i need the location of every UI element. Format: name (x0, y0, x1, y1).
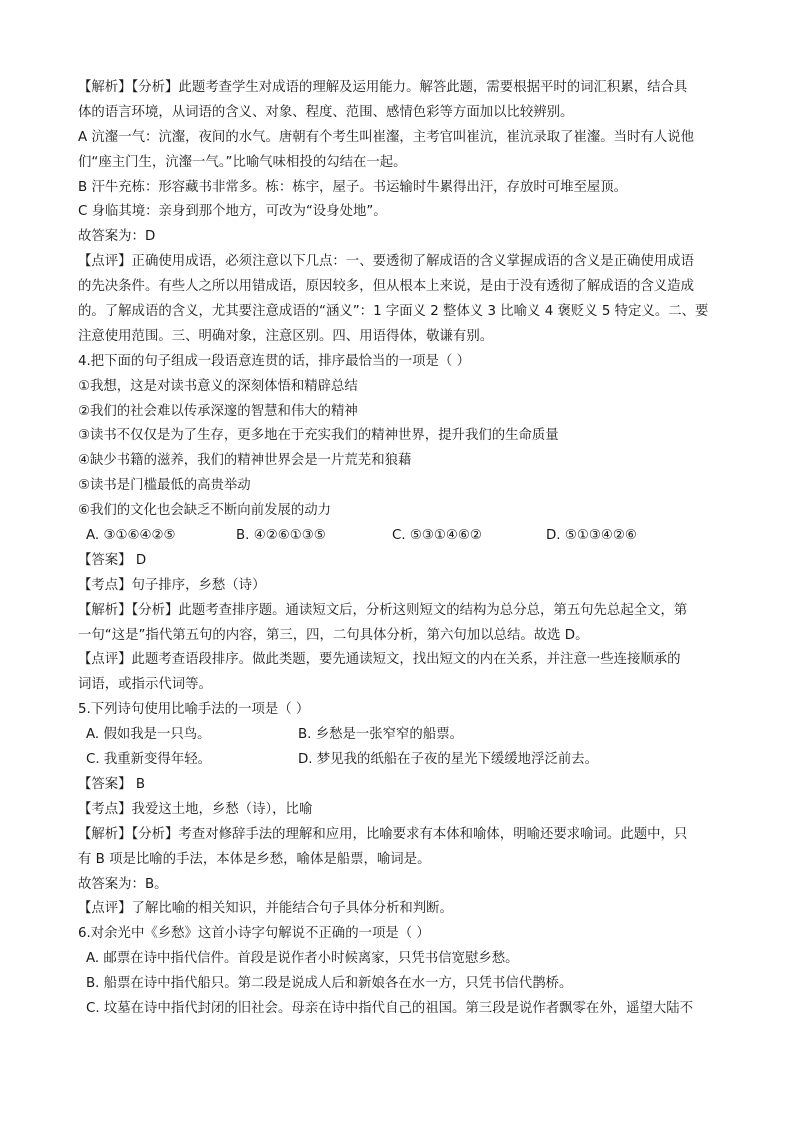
q4-comment-1: 【点评】此题考查语段排序。做此类题，要先通读短文，找出短文的内在关系，并注意一些连接顺承的 (78, 652, 681, 668)
q5-option-a: A. 假如我是一只鸟。 (86, 727, 211, 743)
q5-analysis-2: 有 B 项是比喻的手法，本体是乡愁，喻体是船票，喻词是。 (78, 851, 431, 867)
q4-comment-2: 词语，或指示代词等。 (78, 677, 212, 693)
q5-option-c: C. 我重新变得年轻。 (86, 752, 211, 768)
q5-stem: 5.下列诗句使用比喻手法的一项是（ ） (78, 702, 310, 718)
q5-options-row-2 (78, 748, 720, 773)
q3-comment-4: 注意使用范围。三、明确对象，注意区别。四、用语得体，敬谦有别。 (78, 328, 494, 344)
q4-topic: 【考点】句子排序，乡愁（诗） (78, 577, 266, 593)
q4-sentence-4: ④缺少书籍的滋养，我们的精神世界会是一片荒芜和狼藉 (78, 453, 412, 469)
q5-option-b: B. 乡愁是一张窄窄的船票。 (298, 727, 463, 743)
q3-comment-3: 的。了解成语的含义，尤其要注意成语的“涵义”：1 字面义 2 整体义 3 比喻义 4 褒贬义 5 特定义。二、要 (78, 304, 709, 320)
q5-answer: 【答案】 B (78, 776, 146, 792)
q4-analysis-1: 【解析】【分析】此题考查排序题。通读短文后，分析这则短文的结构为总分总，第五句先总起全文，第 (78, 602, 688, 618)
q3-explain-c: C 身临其境：亲身到那个地方，可改为“设身处地”。 (78, 204, 387, 220)
q5-comment: 【点评】了解比喻的相关知识，并能结合句子具体分析和判断。 (78, 901, 453, 917)
q6-option-b: B. 船票在诗中指代船只。第二段是说成人后和新娘各在水一方，只凭书信代鹊桥。 (86, 976, 573, 992)
q3-explain-a-2: 们“座主门生，沆瀣一气。”比喻气味相投的勾结在一起。 (78, 154, 407, 170)
q3-explain-a-1: A 沆瀣一气：沆瀣，夜间的水气。唐朝有个考生叫崔瀣，主考官叫崔沆，崔沆录取了崔瀣。当时有人说他 (78, 129, 694, 145)
q4-stem: 4.把下面的句子组成一段语意连贯的话，排序最恰当的一项是（ ） (78, 353, 470, 369)
q4-option-b: B. ④②⑥①③⑤ (236, 528, 326, 544)
q6-option-c: C. 坟墓在诗中指代封闭的旧社会。母亲在诗中指代自己的祖国。第三段是说作者飘零在外，遥望大陆不 (86, 1000, 694, 1016)
q3-analysis-line-1: 【解析】【分析】此题考查学生对成语的理解及运用能力。解答此题，需要根据平时的词汇积累，结合具 (78, 80, 688, 95)
q3-comment-2: 的先决条件。有些人之所以用错成语，原因较多，但从根本上来说，是由于没有透彻了解成语的含义造成 (78, 279, 694, 295)
q4-sentence-1: ①我想，这是对读书意义的深刻体悟和精辟总结 (78, 378, 358, 394)
q4-option-d: D. ⑤①③④②⑥ (546, 528, 637, 544)
q5-topic: 【考点】我爱这土地，乡愁（诗），比喻 (78, 801, 313, 817)
q5-option-d: D. 梦见我的纸船在子夜的星光下缓缓地浮泛前去。 (298, 752, 599, 768)
q3-analysis-line-2: 体的语言环境，从词语的含义、对象、程度、范围、感情色彩等方面加以比较辨别。 (78, 104, 574, 120)
q4-answer: 【答案】 D (78, 552, 147, 568)
q4-option-a: A. ③①⑥④②⑤ (86, 528, 176, 544)
q4-sentence-5: ⑤读书是门槛最低的高贵举动 (78, 478, 251, 494)
q4-sentence-3: ③读书不仅仅是为了生存，更多地在于充实我们的精神世界，提升我们的生命质量 (78, 428, 559, 444)
q3-answer: 故答案为：D (78, 229, 156, 245)
q5-answer-line: 故答案为：B。 (78, 876, 168, 892)
q4-analysis-2: 一句“这是”指代第五句的内容，第三，四，二句具体分析，第六句加以总结。故选 D。 (78, 627, 589, 643)
q4-options (78, 524, 720, 549)
q5-analysis-1: 【解析】【分析】考查对修辞手法的理解和应用，比喻要求有本体和喻体，明喻还要求喻词。此题中，只 (78, 826, 688, 842)
q6-option-a: A. 邮票在诗中指代信件。首段是说作者小时候离家，只凭书信宽慰乡愁。 (86, 951, 519, 967)
q4-option-c: C. ⑤③①④⑥② (392, 528, 482, 544)
q3-explain-b: B 汗牛充栋：形容藏书非常多。栋：栋宇，屋子。书运输时牛累得出汗，存放时可堆至屋顶。 (78, 179, 628, 195)
q6-stem: 6.对余光中《乡愁》这首小诗字句解说不正确的一项是（ ） (78, 926, 430, 942)
q4-sentence-6: ⑥我们的文化也会缺乏不断向前发展的动力 (78, 503, 332, 519)
q5-options-row-1 (78, 723, 720, 748)
q3-comment-1: 【点评】正确使用成语，必须注意以下几点：一、要透彻了解成语的含义掌握成语的含义是正确使用成语 (78, 254, 694, 270)
q4-sentence-2: ②我们的社会难以传承深邃的智慧和伟大的精神 (78, 403, 358, 419)
document-page (78, 76, 720, 1022)
